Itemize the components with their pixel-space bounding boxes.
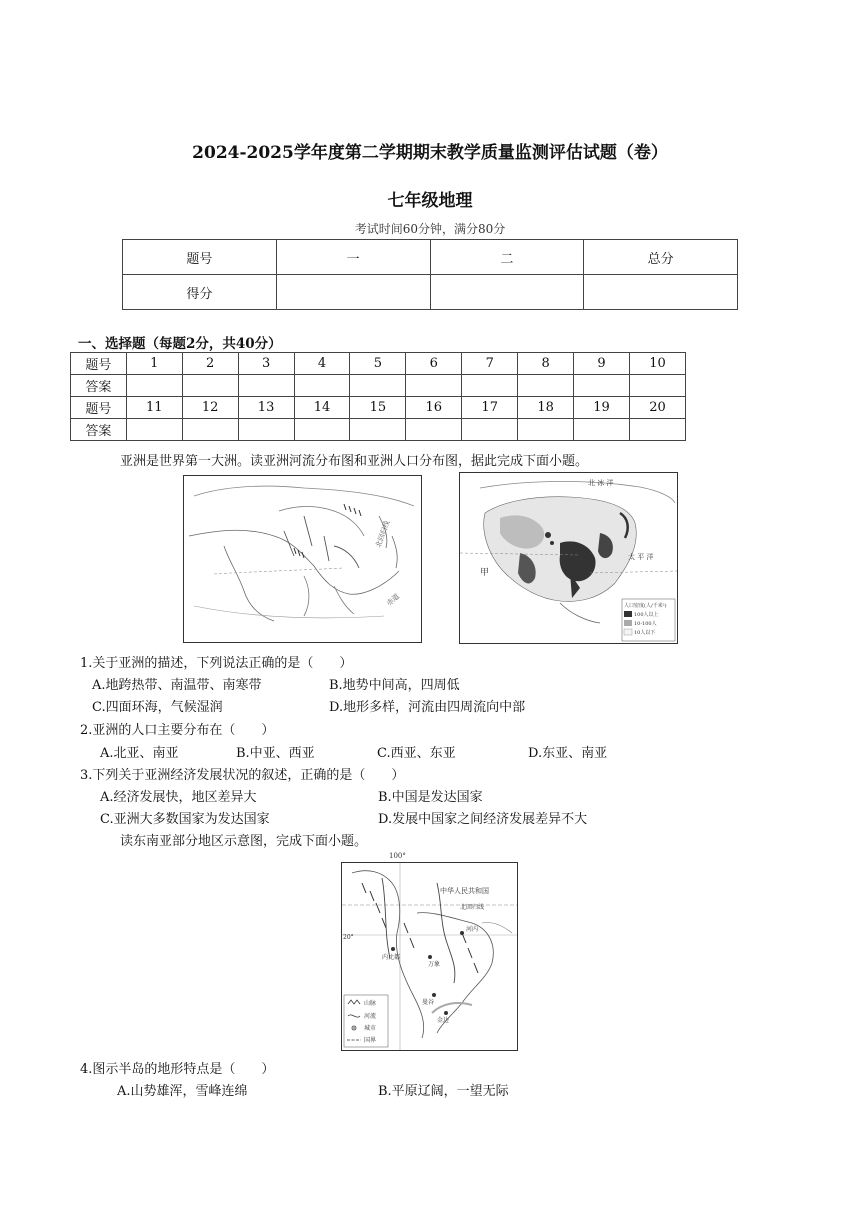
question-1-option-a[interactable]: A.地跨热带、南温带、南寒带 (92, 678, 262, 693)
row-label: 答案 (71, 375, 127, 397)
question-1-stem: 1.关于亚洲的描述，下列说法正确的是（ ） (80, 656, 353, 671)
question-2-stem: 2.亚洲的人口主要分布在（ ） (80, 723, 275, 738)
jia-label: 甲 (480, 568, 490, 578)
pacific-ocean-label: 太 平 洋 (628, 553, 654, 561)
row-label: 题号 (71, 397, 127, 419)
score-header-cell: 二 (430, 240, 584, 275)
question-number: 1 (126, 353, 182, 375)
legend-swatch-low (624, 629, 632, 635)
score-cell[interactable] (584, 275, 738, 310)
answer-cell[interactable] (574, 419, 630, 441)
question-number: 20 (629, 397, 685, 419)
question-3-option-a[interactable]: A.经济发展快，地区差异大 (100, 790, 257, 805)
answer-cell[interactable] (350, 375, 406, 397)
score-row-label: 得分 (123, 275, 277, 310)
question-number: 4 (294, 353, 350, 375)
tropic-label: 北回归线 (374, 519, 392, 549)
legend-label: 100人以上 (634, 612, 659, 618)
answer-cell[interactable] (126, 375, 182, 397)
legend-river-label: 河流 (364, 1013, 377, 1020)
answer-cell[interactable] (462, 419, 518, 441)
exam-time-info: 考试时间60分钟，满分80分 (354, 222, 506, 236)
score-header-cell: 一 (276, 240, 430, 275)
question-number: 12 (182, 397, 238, 419)
question-3-option-c[interactable]: C.亚洲大多数国家为发达国家 (100, 812, 270, 827)
answer-cell[interactable] (294, 375, 350, 397)
legend-city-label: 城市 (364, 1025, 377, 1032)
answer-cell[interactable] (238, 375, 294, 397)
intro-paragraph-2: 读东南亚部分地区示意图，完成下面小题。 (120, 834, 368, 849)
question-number: 2 (182, 353, 238, 375)
question-3-option-d[interactable]: D.发展中国家之间经济发展差异不大 (378, 812, 588, 827)
question-3-stem: 3.下列关于亚洲经济发展状况的叙述，正确的是（ ） (80, 768, 405, 783)
phnompenh-label: 金边 (437, 1017, 450, 1024)
asia-population-map (459, 472, 678, 644)
bangkok-label: 曼谷 (422, 999, 435, 1006)
question-number: 7 (462, 353, 518, 375)
answer-cell[interactable] (406, 375, 462, 397)
exam-subtitle: 七年级地理 (387, 191, 473, 211)
question-2-option-b[interactable]: B.中亚、西亚 (236, 746, 315, 761)
legend-swatch-mid (624, 620, 632, 626)
latitude-20-label: 20° (343, 934, 354, 941)
score-table (122, 239, 738, 310)
question-2-option-c[interactable]: C.西亚、东亚 (377, 746, 456, 761)
question-4-option-a[interactable]: A.山势雄浑，雪峰连绵 (117, 1084, 248, 1099)
equator-label: 赤道 (385, 592, 402, 608)
question-number: 15 (350, 397, 406, 419)
row-label: 题号 (71, 353, 127, 375)
question-number: 11 (126, 397, 182, 419)
exam-title: 2024-2025学年度第二学期期末教学质量监测评估试题（卷） (192, 143, 668, 163)
question-number: 17 (462, 397, 518, 419)
question-1-option-b[interactable]: B.地势中间高，四周低 (329, 678, 460, 693)
vientiane-label: 万象 (428, 961, 441, 968)
answer-cell[interactable] (518, 419, 574, 441)
question-number: 8 (518, 353, 574, 375)
answer-cell[interactable] (294, 419, 350, 441)
naypyidaw-label: 内比都 (382, 954, 401, 961)
answer-cell[interactable] (518, 375, 574, 397)
legend-label: 10人以下 (634, 630, 656, 636)
question-number: 19 (574, 397, 630, 419)
score-cell[interactable] (276, 275, 430, 310)
answer-cell[interactable] (350, 419, 406, 441)
question-number: 18 (518, 397, 574, 419)
question-4-stem: 4.图示半岛的地形特点是（ ） (80, 1062, 275, 1077)
china-label: 中华人民共和国 (440, 887, 489, 895)
tropic-label: 北回归线 (460, 904, 485, 911)
answer-cell[interactable] (406, 419, 462, 441)
question-number: 3 (238, 353, 294, 375)
intro-paragraph: 亚洲是世界第一大洲。读亚洲河流分布图和亚洲人口分布图，据此完成下面小题。 (120, 454, 589, 469)
question-1-option-d[interactable]: D.地形多样，河流由四周流向中部 (329, 700, 526, 715)
question-number: 10 (629, 353, 685, 375)
answer-cell[interactable] (182, 419, 238, 441)
answer-cell[interactable] (462, 375, 518, 397)
question-number: 9 (574, 353, 630, 375)
question-number: 16 (406, 397, 462, 419)
question-2-option-a[interactable]: A.北亚、南亚 (100, 746, 179, 761)
longitude-100-label: 100° (389, 852, 406, 860)
row-label: 答案 (71, 419, 127, 441)
question-number: 6 (406, 353, 462, 375)
legend-mountain-label: 山脉 (364, 1000, 377, 1007)
score-header-cell: 题号 (123, 240, 277, 275)
southeast-asia-map (341, 862, 518, 1051)
answer-cell[interactable] (629, 419, 685, 441)
question-number: 14 (294, 397, 350, 419)
question-4-option-b[interactable]: B.平原辽阔，一望无际 (378, 1084, 509, 1099)
answer-cell[interactable] (182, 375, 238, 397)
score-cell[interactable] (430, 275, 584, 310)
legend-label: 10-100人 (634, 621, 657, 627)
legend-swatch-high (624, 611, 632, 617)
answer-table (70, 352, 686, 441)
asia-river-map (183, 475, 422, 643)
answer-cell[interactable] (574, 375, 630, 397)
question-number: 13 (238, 397, 294, 419)
score-header-cell: 总分 (584, 240, 738, 275)
question-2-option-d[interactable]: D.东亚、南亚 (528, 746, 608, 761)
question-number: 5 (350, 353, 406, 375)
legend-border-label: 国界 (364, 1037, 377, 1044)
arctic-ocean-label: 北 冰 洋 (588, 479, 614, 487)
answer-cell[interactable] (126, 419, 182, 441)
question-3-option-b[interactable]: B.中国是发达国家 (378, 790, 483, 805)
question-1-option-c[interactable]: C.四面环海，气候湿润 (92, 700, 223, 715)
hanoi-label: 河内 (466, 926, 479, 933)
section-title: 一、选择题（每题2分，共40分） (78, 336, 282, 352)
answer-cell[interactable] (238, 419, 294, 441)
population-legend-title: 人口密度(人/千米²) (624, 603, 667, 609)
answer-cell[interactable] (629, 375, 685, 397)
